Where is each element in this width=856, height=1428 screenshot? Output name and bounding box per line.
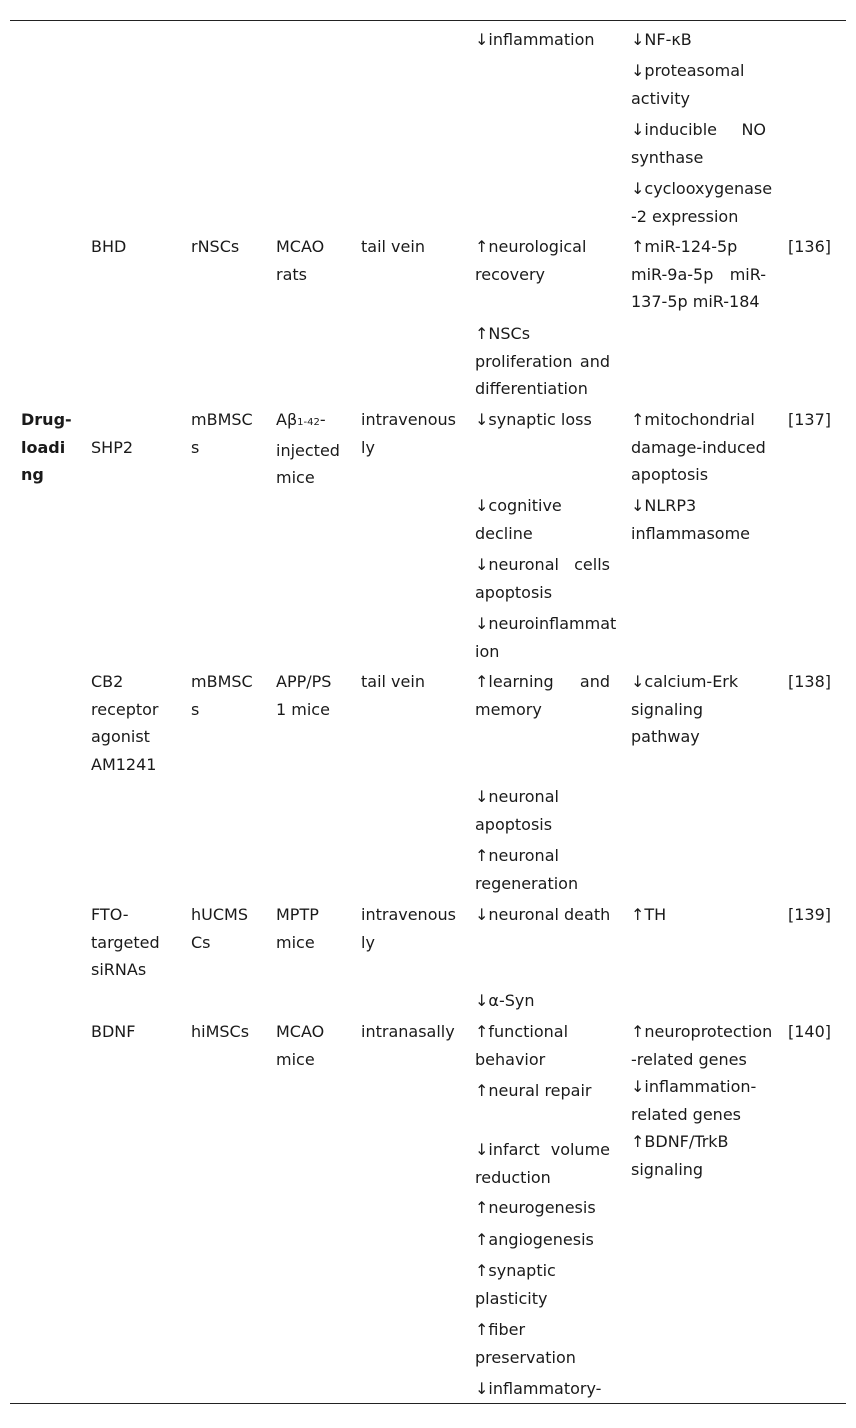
route-cell: tail vein <box>361 237 425 256</box>
mechanism-cell: ↓NLRP3 inflammasome <box>631 496 750 543</box>
route-cell: tail vein <box>361 672 425 691</box>
cargo-cell: FTO- targeted siRNAs <box>91 905 160 979</box>
mechanism-cell: ↓proteasomal activity <box>631 61 745 108</box>
mechanism-cell: ↑miR-124-5p miR-9a-5p miR- 137-5p miR-184 <box>631 237 766 311</box>
reference-cell: [139] <box>788 905 832 924</box>
reference-cell: [140] <box>788 1022 832 1041</box>
source-cell: mBMSC s <box>191 672 253 719</box>
source-cell: rNSCs <box>191 237 240 256</box>
mechanism-cell: ↓inducible NO synthase <box>631 120 766 167</box>
reference-cell: [138] <box>788 672 832 691</box>
effect-cell: ↑angiogenesis <box>475 1230 594 1249</box>
effect-cell: ↓cognitive decline <box>475 496 562 543</box>
source-cell: mBMSC s <box>191 410 253 457</box>
section-label: Drug- loadi ng <box>21 410 72 484</box>
reference-cell: [137] <box>788 410 832 429</box>
effect-cell: ↑neuronal regeneration <box>475 846 579 893</box>
route-cell: intranasally <box>361 1022 455 1041</box>
effect-cell: ↓neuronal death <box>475 905 611 924</box>
effect-cell: ↑neurological recovery <box>475 237 587 284</box>
model-cell: MPTP mice <box>276 905 319 952</box>
effect-cell: ↓infarct volume reduction <box>475 1140 610 1187</box>
source-cell: hiMSCs <box>191 1022 250 1041</box>
effect-cell: ↓neuronal apoptosis <box>475 787 559 834</box>
table-bottom-rule <box>10 1403 846 1404</box>
effect-cell: ↑functional behavior <box>475 1022 569 1069</box>
mechanism-cell: ↑neuroprotection -related genes ↓inflammation- related genes ↑BDNF/TrkB signaling <box>631 1022 773 1179</box>
model-cell: Aβ1-42- injected mice <box>276 410 340 487</box>
reference-cell: [136] <box>788 237 832 256</box>
mechanism-cell: ↑mitochondrial damage-induced apoptosis <box>631 410 766 484</box>
effect-cell: ↑NSCs proliferation and differentiation <box>475 324 610 398</box>
mechanism-cell: ↓cyclooxygenase -2 expression <box>631 179 773 226</box>
route-cell: intravenous ly <box>361 905 456 952</box>
effect-cell: ↓inflammation <box>475 30 595 49</box>
cargo-cell: CB2 receptor agonist AM1241 <box>91 672 159 774</box>
effect-cell: ↓neuronal cells apoptosis <box>475 555 610 602</box>
model-cell: APP/PS 1 mice <box>276 672 332 719</box>
source-cell: hUCMS Cs <box>191 905 248 952</box>
effect-cell: ↓synaptic loss <box>475 410 592 429</box>
model-cell: MCAO mice <box>276 1022 325 1069</box>
effect-cell: ↑learning and memory <box>475 672 610 719</box>
effect-cell: ↓inflammatory- <box>475 1379 602 1398</box>
cargo-cell: BHD <box>91 237 127 256</box>
effect-cell: ↑synaptic plasticity <box>475 1261 556 1308</box>
mechanism-cell: ↓calcium-Erk signaling pathway <box>631 672 739 746</box>
table-top-rule <box>10 20 846 21</box>
model-cell: MCAO rats <box>276 237 325 284</box>
route-cell: intravenous ly <box>361 410 456 457</box>
effect-cell: ↑neural repair <box>475 1081 592 1100</box>
effect-cell: ↑neurogenesis <box>475 1198 596 1217</box>
effect-cell: ↓neuroinflammat ion <box>475 614 617 661</box>
effect-cell: ↓α-Syn <box>475 991 535 1010</box>
cargo-cell: SHP2 <box>91 438 134 457</box>
cargo-cell: BDNF <box>91 1022 136 1041</box>
mechanism-cell: ↓NF-κB <box>631 30 692 49</box>
effect-cell: ↑fiber preservation <box>475 1320 576 1367</box>
mechanism-cell: ↑TH <box>631 905 667 924</box>
